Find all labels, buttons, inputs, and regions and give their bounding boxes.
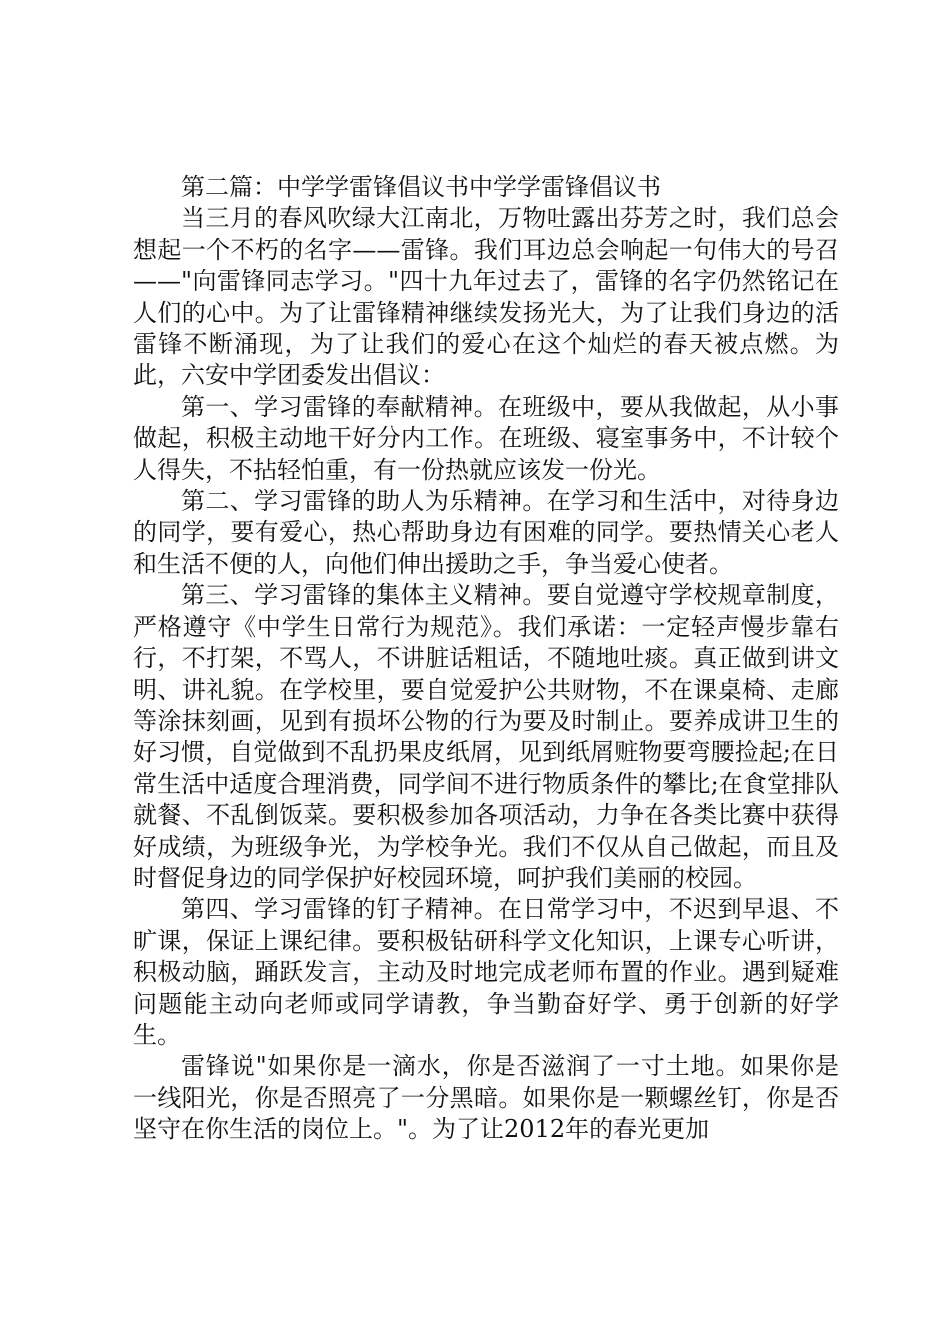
paragraph-second: 第二、学习雷锋的助人为乐精神。在学习和生活中，对待身边的同学，要有爱心，热心帮助身边有困难的同学。要热情关心老人和生活不便的人，向他们伸出援助之手，争当爱心使者。 <box>133 487 839 578</box>
paragraph-first: 第一、学习雷锋的奉献精神。在班级中，要从我做起，从小事做起，积极主动地干好分内工作。在班级、寝室事务中，不计较个人得失，不拈轻怕重，有一份热就应该发一份光。 <box>133 392 839 484</box>
document-heading: 第二篇：中学学雷锋倡议书中学学雷锋倡议书 <box>181 173 661 201</box>
document-body <box>133 172 839 1146</box>
paragraph-closing: 雷锋说"如果你是一滴水，你是否滋润了一寸土地。如果你是一线阳光，你是否照亮了一分黑暗。如果你是一颗螺丝钉，你是否坚守在你生活的岗位上。"。为了让2012年的春光更加 <box>133 1052 839 1144</box>
paragraph-intro: 当三月的春风吹绿大江南北，万物吐露出芬芳之时，我们总会想起一个不朽的名字——雷锋。我们耳边总会响起一句伟大的号召——"向雷锋同志学习。"四十九年过去了，雷锋的名字仍然铭记在人们的心中。为了让雷锋精神继续发扬光大，为了让我们身边的活雷锋不断涌现，为了让我们的爱心在这个灿烂的春天被点燃。为此，六安中学团委发出倡议： <box>133 204 839 390</box>
paragraph-third: 第三、学习雷锋的集体主义精神。要自觉遵守学校规章制度，严格遵守《中学生日常行为规范》。我们承诺：一定轻声慢步靠右行，不打架，不骂人，不讲脏话粗话，不随地吐痰。真正做到讲文明、讲礼貌。在学校里，要自觉爱护公共财物，不在课桌椅、走廊等涂抹刻画，见到有损坏公物的行为要及时制止。要养成讲卫生的好习惯，自觉做到不乱扔果皮纸屑，见到纸屑赃物要弯腰捡起;在日常生活中适度合理消费，同学间不进行物质条件的攀比;在食堂排队就餐、不乱倒饭菜。要积极参加各项活动，力争在各类比赛中获得好成绩，为班级争光，为学校争光。我们不仅从自己做起，而且及时督促身边的同学保护好校园环境，呵护我们美丽的校园。 <box>133 581 839 892</box>
paragraph-fourth: 第四、学习雷锋的钉子精神。在日常学习中，不迟到早退、不旷课，保证上课纪律。要积极钻研科学文化知识，上课专心听讲，积极动脑，踊跃发言，主动及时地完成老师布置的作业。遇到疑难问题能主动向老师或同学请教，争当勤奋好学、勇于创新的好学生。 <box>133 895 839 1049</box>
